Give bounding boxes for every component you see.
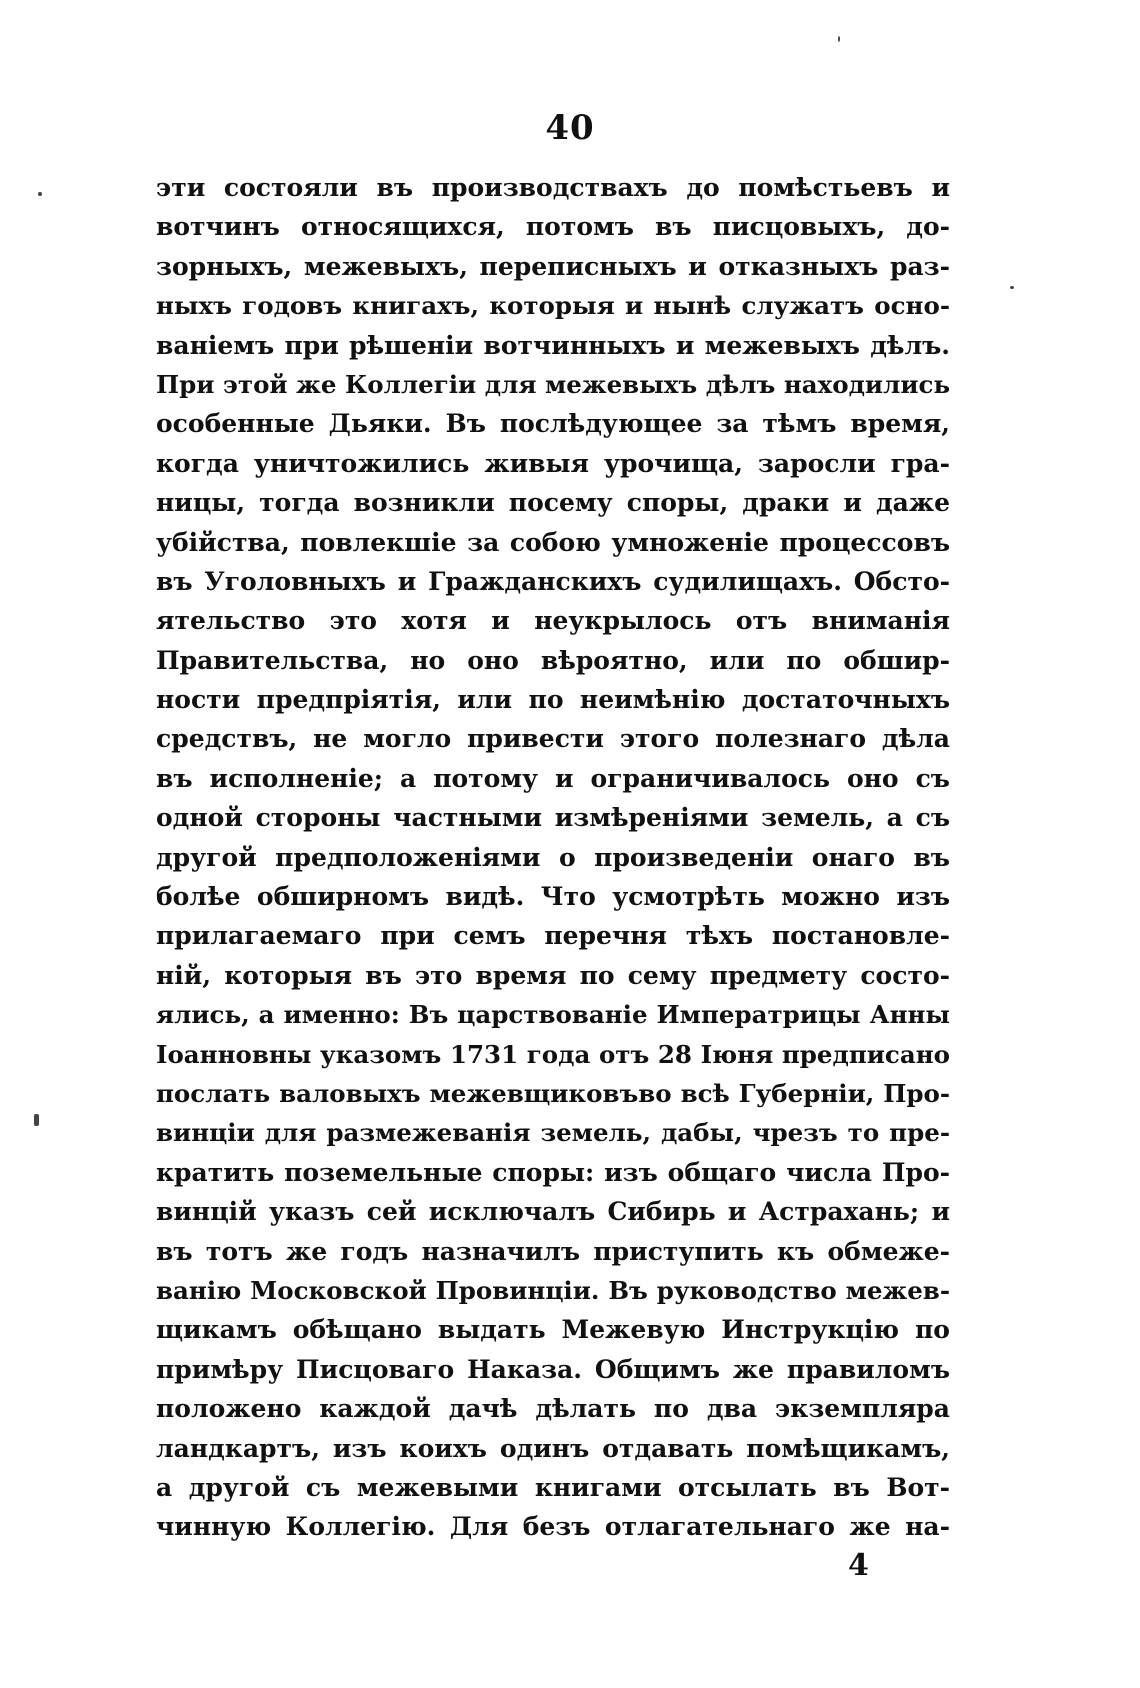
body-text <box>156 168 950 1547</box>
text-line: винцій указъ сей исключалъ Сибирь и Астрахань; и <box>156 1197 950 1227</box>
scan-speck <box>838 36 840 42</box>
text-line: ялись, а именно: Въ царствованіе Императрицы Анны <box>156 1000 950 1030</box>
text-line: въ исполненіе; а потому и ограничивалось оно съ <box>156 763 950 793</box>
text-line: При этой же Коллегіи для межевыхъ дѣлъ находились <box>156 369 950 399</box>
text-line: другой предположеніями о произведеніи онаго въ <box>156 842 950 872</box>
text-line: ницы, тогда возникли посему споры, драки и даже <box>156 488 950 518</box>
scan-speck <box>1010 286 1014 289</box>
text-line: средствъ, не могло привести этого полезнаго дѣла <box>156 724 950 754</box>
scan-speck <box>34 1114 39 1126</box>
text-line: положено каждой дачѣ дѣлать по два экземпляра <box>156 1394 950 1424</box>
text-line: послать валовыхъ межевщиковъво всѣ Губерніи, Про- <box>156 1078 950 1108</box>
text-line: въ тотъ же годъ назначилъ приступить къ обмеже- <box>156 1236 950 1266</box>
text-line: когда уничтожились живыя урочища, заросли гра- <box>156 448 950 478</box>
text-line: особенные Дьяки. Въ послѣдующее за тѣмъ время, <box>156 409 950 439</box>
text-line: ятельство это хотя и неукрылось отъ вниманія <box>156 606 950 636</box>
text-line: болѣе обширномъ видѣ. Что усмотрѣть можно изъ <box>156 882 950 912</box>
text-line: ныхъ годовъ книгахъ, которыя и нынѣ служатъ осно- <box>156 291 950 321</box>
text-line: эти состояли въ производствахъ до помѣстьевъ и <box>156 173 950 202</box>
text-line: ваніемъ при рѣшеніи вотчинныхъ и межевыхъ дѣлъ. <box>156 330 950 360</box>
text-line: Іоанновны указомъ 1731 года отъ 28 Іюня предписано <box>156 1039 950 1069</box>
signature-mark: 4 <box>848 1548 869 1583</box>
scan-speck <box>38 192 42 196</box>
text-line: убійства, повлекшіе за собою умноженіе процессовъ <box>156 527 950 557</box>
text-line: чинную Коллегію. Для безъ отлагательнаго же на- <box>156 1512 950 1542</box>
text-line: ванію Московской Провинціи. Въ руководство межев- <box>156 1275 950 1305</box>
text-line: въ Уголовныхъ и Гражданскихъ судилищахъ. Обсто- <box>156 566 950 596</box>
text-line: а другой съ межевыми книгами отсылать въ Вот- <box>156 1472 950 1502</box>
text-line: прилагаемаго при семъ перечня тѣхъ постановле- <box>156 921 950 951</box>
text-line: ландкартъ, изъ коихъ одинъ отдавать помѣщикамъ, <box>156 1433 950 1463</box>
text-line: ности предпріятія, или по неимѣнію достаточныхъ <box>156 685 950 715</box>
text-line: одной стороны частными измѣреніями земель, а съ <box>156 803 950 833</box>
text-line: примѣру Писцоваго Наказа. Общимъ же правиломъ <box>156 1354 950 1384</box>
text-line: вотчинъ относящихся, потомъ въ писцовыхъ, до- <box>156 212 950 242</box>
text-line: винціи для размежеванія земель, дабы, чрезъ то пре- <box>156 1118 950 1148</box>
text-line: Правительства, но оно вѣроятно, или по обшир- <box>156 645 950 675</box>
text-line: ній, которыя въ это время по сему предмету состо- <box>156 960 950 990</box>
text-line: щикамъ обѣщано выдать Межевую Инструкцію по <box>156 1315 950 1345</box>
page-number: 40 <box>545 108 595 148</box>
text-line: зорныхъ, межевыхъ, переписныхъ и отказныхъ раз- <box>156 251 950 281</box>
text-line: кратить поземельные споры: изъ общаго числа Про- <box>156 1157 950 1187</box>
